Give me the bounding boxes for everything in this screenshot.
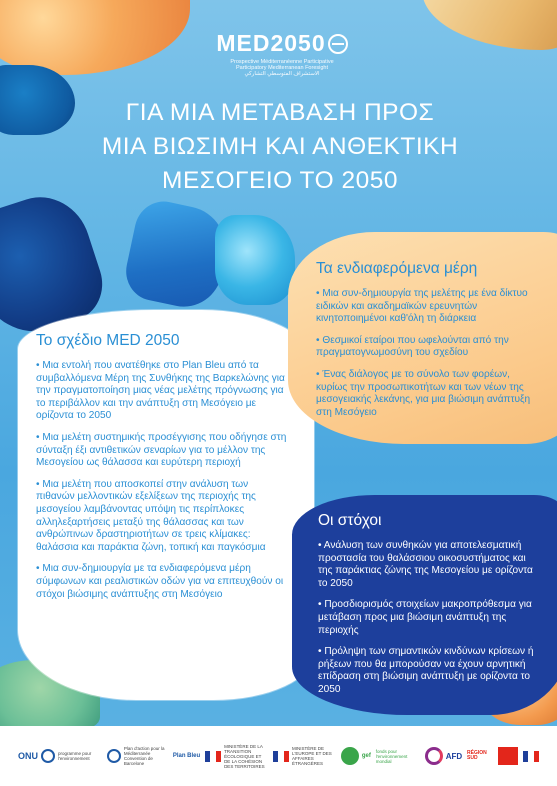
plan-heading: Το σχέδιο MED 2050 (36, 332, 180, 349)
partner-logos-footer (0, 726, 557, 786)
plan-bleu-text: Plan Bleu (172, 752, 201, 759)
afd-ring-icon (425, 747, 443, 765)
ffem-text: fonds pour l'environnement mondial (375, 748, 408, 764)
plan-list (36, 360, 288, 601)
ministry-foreign-logo (273, 746, 336, 766)
goals-heading: Οι στόχοι (318, 512, 382, 529)
logo-tagline-fr: Prospective Méditerranéenne Participative (230, 59, 334, 65)
unep-logo (18, 749, 102, 763)
list-item: • Μια μελέτη που αποσκοπεί στην ανάλυση των πιθανών μελλοντικών εξελίξεων της περιοχής της μεσογείου λαμβάνοντας υπόψη τις περίπλοκες αλληλεξαρτήσεις μεταξύ της θάλασσας και των ανθρώπινων δραστηριοτήτων σε τρεις κλίμακες: θαλάσσια και παράκτια ζώνη, τοπική και παγκόσμια (36, 478, 266, 553)
ffem-logo (376, 749, 420, 764)
logo-tagline-en: Participatory Mediterranean Foresight (235, 65, 328, 71)
french-flag-icon (523, 751, 539, 762)
logo-mark (212, 30, 352, 57)
stakeholders-list (316, 288, 544, 419)
logo-tagline (212, 59, 352, 77)
plan-bleu-logo (173, 754, 200, 759)
logo-tagline-ar: الاستشراف المتوسطي التشاركي (244, 71, 320, 77)
french-flag-icon (205, 751, 221, 762)
med2050-logo (212, 30, 352, 77)
list-item: • Ένας διάλογος με το σύνολο των φορέων, κυρίως την προσωπικοτήτων και των νέων της μεσογειακής λεκάνης, για μια βιώσιμη ανάπτυξη στη Μεσόγειο (316, 368, 531, 418)
un-emblem-icon (41, 749, 55, 763)
french-flag-icon (273, 751, 289, 762)
map-subtext: Plan d'action pour la Méditerranée Convention de Barcelone (123, 746, 165, 766)
list-item: • Μια εντολή που ανατέθηκε στο Plan Bleu από τα συμβαλλόμενα Μέρη της Συνθήκης της Βαρκελώνης για την πραγματοποίηση μιας νέας μελέτης πρόγνωσης για το περιβάλλον και την ανάπτυξη στη Μεσόγειο με ορίζοντα το 2050 (36, 360, 285, 422)
gef-icon (341, 747, 359, 765)
unep-mark: ONU (18, 751, 38, 761)
gef-logo (341, 747, 371, 765)
list-item: • Μια συν-δημιουργία με τα ενδιαφερόμενα μέρη σύμφωνων και ρεαλιστικών οδών για να επιτευχθούν οι στόχοι βιώσιμης ανάπτυξης στη Μεσόγειο (36, 563, 284, 600)
globe-icon (328, 34, 348, 54)
list-item: • Μια μελέτη συστημικής προσέγγισης που οδήγησε στη σύνταξη έξι αντιθετικών σεναρίων για το μέλλον της Μεσογείου ως θάλασσα και ευρύτερη περιοχή (36, 431, 287, 469)
list-item: • Πρόληψη των σημαντικών κινδύνων κρίσεων ή ρήξεων που θα μπορούσαν να έχουν αρνητική επίδραση στη βιώσιμη ανάπτυξη με ορίζοντα το 2050 (318, 646, 534, 695)
title-line: ΓΙΑ ΜΙΑ ΜΕΤΑΒΑΣΗ ΠΡΟΣ (125, 99, 435, 126)
map-logo (107, 746, 168, 766)
unep-subtext: programme pour l'environnement (58, 751, 92, 761)
list-item: • Μια συν-δημιουργία της μελέτης με ένα δίκτυο ειδικών και ακαδημαϊκών ερευνητών κινητοποιημένοι καθ'όλη τη διάρκεια (316, 288, 528, 325)
gef-text: gef (361, 752, 371, 759)
ministry-foreign-text: MINISTÈRE DE L'EUROPE ET DES AFFAIRES ÉTRANGÈRES (291, 746, 332, 766)
ministry-ecology-logo (205, 744, 268, 769)
goals-list (318, 540, 536, 697)
decorative-orange-blob (0, 0, 190, 75)
region-text: RÉGION SUD (467, 750, 487, 761)
stakeholders-section (316, 260, 544, 428)
logo-text: MED2050 (216, 30, 326, 56)
map-emblem-icon (107, 749, 121, 763)
page-title (60, 96, 500, 198)
stakeholders-heading: Τα ενδιαφερόμενα μέρη (316, 260, 478, 277)
plan-section (36, 332, 288, 610)
afd-text: AFD (445, 751, 463, 761)
region-sud-logo (467, 747, 518, 765)
list-item: • Ανάλυση των συνθηκών για αποτελεσματική προστασία του θαλάσσιου οικοσυστήματος και της παράκτιας ζώνης της Μεσογείου με ορίζοντα το 2050 (318, 540, 533, 589)
title-line: ΜΙΑ ΒΙΩΣΙΜΗ ΚΑΙ ΑΝΘΕΚΤΙΚΗ (101, 133, 459, 160)
ministry-ecology-text: MINISTÈRE DE LA TRANSITION ÉCOLOGIQUE ET DE LA COHÉSION DES TERRITOIRES (224, 743, 265, 769)
title-line: ΜΕΣΟΓΕΙΟ ΤΟ 2050 (162, 167, 398, 194)
afd-logo (425, 747, 462, 765)
republique-logo (523, 751, 539, 762)
list-item: • Προσδιορισμός στοιχείων μακροπρόθεσμα για μετάβαση προς μια βιώσιμη ανάπτυξη της περιοχής (318, 599, 532, 636)
list-item: • Θεσμικοί εταίροι που ωφελούνται από την πραγματογνωμοσύνη του σχεδίου (316, 334, 509, 359)
region-emblem-icon (498, 747, 518, 765)
decorative-gold-blob (422, 0, 557, 50)
goals-section (318, 512, 536, 706)
decorative-cyan-rock (215, 215, 295, 305)
